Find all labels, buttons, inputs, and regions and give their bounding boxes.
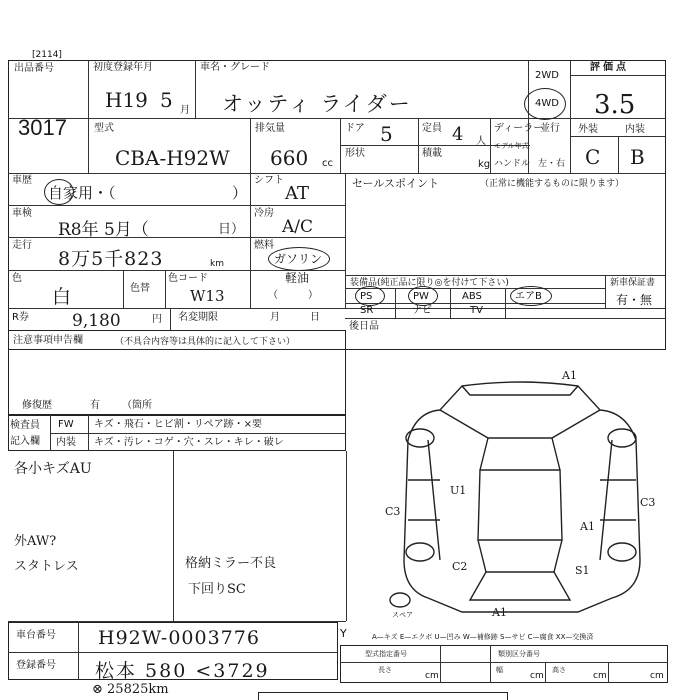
repair-area: （箇所 [122, 400, 152, 411]
cm-2: cm [530, 671, 544, 681]
chassis-label: 車台番号 [16, 630, 56, 641]
interior-legend: キズ・汚レ・コゲ・穴・スレ・キレ・破レ [94, 437, 284, 448]
color-change-label: 色替 [130, 283, 150, 294]
handle-label: ハンドル [494, 159, 531, 169]
bottom-note: ⊗ 25825km [92, 682, 169, 697]
int-grade: B [630, 145, 645, 169]
class-label: 類別区分番号 [498, 650, 540, 658]
door-label: ドア [345, 123, 365, 134]
mileage-value: 8万5千823 [58, 248, 164, 270]
displacement-value: 660 [270, 146, 309, 170]
color-code-value: W13 [190, 287, 225, 305]
width-label: 幅 [496, 666, 503, 674]
kg-unit: kg [478, 159, 491, 170]
load-label: 積載 [422, 148, 442, 159]
shift-label: シフト [254, 175, 284, 186]
mark-u1: U1 [450, 484, 467, 497]
cooler-label: 冷房 [254, 208, 274, 219]
repair-value: 有 [90, 400, 100, 411]
capacity-label: 定員 [422, 123, 442, 134]
drive-2wd: 2WD [535, 70, 559, 81]
displacement-label: 排気量 [255, 123, 285, 134]
first-reg-month: 5 [160, 88, 173, 112]
inspection-value: R8年 5月（ [58, 220, 149, 240]
month-char: 月 [180, 105, 190, 116]
inspector-label: 検査員記入欄 [10, 420, 40, 447]
yen-unit: 円 [152, 314, 162, 325]
chassis-no: H92W-0003776 [98, 627, 260, 649]
dealer-label: ディーラー [494, 123, 544, 134]
person-char: 人 [476, 136, 486, 147]
month-day: 月 日 [270, 312, 320, 323]
exterior-label: 外装 [578, 124, 598, 135]
fuel-gas: ガソリン [274, 252, 323, 266]
interior-label: 内装 [625, 124, 645, 135]
color-code-label: 色コード [168, 273, 208, 284]
warranty-label: 新車保証書 [610, 278, 656, 288]
length-label: 長さ [378, 666, 392, 674]
id-tag: [2114] [32, 50, 62, 60]
equip-pw: PW [413, 291, 429, 302]
repair-label: 修復歴 [22, 400, 52, 411]
mileage-label: 走行 [12, 240, 32, 251]
cc-unit: cc [322, 158, 333, 169]
capacity-value: 4 [452, 124, 464, 145]
remark-3: スタトレス [14, 559, 79, 574]
fuel-label: 燃料 [254, 240, 274, 251]
left-right: 左・右 [538, 159, 566, 169]
name-grade-label: 車名・グレード [200, 62, 270, 73]
back-date-label: 後日品 [349, 321, 379, 332]
history-close: ） [232, 184, 248, 202]
warranty-value: 有・無 [616, 293, 653, 307]
reg-doc-label: 型式指定番号 [365, 650, 407, 658]
color-label: 色 [12, 273, 22, 284]
mark-c2: C2 [452, 560, 468, 573]
remark-1: 各小キズAU [14, 461, 92, 477]
shape-label: 形状 [345, 148, 365, 159]
fw-legend: キズ・飛石・ヒビ割・リペア跡・×要 [94, 419, 262, 430]
mark-rear-a1: A1 [492, 606, 507, 619]
recycle-fee: 9,180 [72, 311, 121, 331]
mark-front-a1: A1 [562, 369, 577, 382]
parallel-label: 並行 [540, 123, 560, 134]
equip-ps: PS [360, 291, 373, 302]
car-name: オッティ ライダー [222, 92, 412, 116]
interior-row-label: 内装 [56, 437, 76, 448]
model-label: 型式 [94, 123, 114, 134]
shift-value: AT [285, 183, 310, 204]
door-value: 5 [380, 122, 393, 146]
km-unit: km [210, 259, 224, 269]
spare-label: スペア [392, 611, 413, 619]
inspection-day: 日） [218, 222, 245, 237]
history-value: 自家用・（ [48, 184, 116, 202]
equip-sr: SR [360, 305, 374, 316]
fw-label: FW [58, 419, 74, 430]
lot-label: 出品番号 [14, 63, 54, 74]
score-value: 3.5 [594, 90, 636, 120]
cooler-value: A/C [282, 217, 314, 237]
recycle-label: R券 [12, 312, 29, 323]
equip-navi: ナビ [412, 305, 432, 316]
score-label: 評価点 [590, 62, 629, 73]
height-label: 高さ [552, 666, 566, 674]
mark-left-c3: C3 [385, 505, 401, 518]
mark-side-a1: A1 [580, 520, 595, 533]
cm-4: cm [650, 671, 664, 681]
fuel-paren: （ ） [268, 290, 318, 301]
remark-2: 外AW? [14, 534, 57, 549]
reg-no-label: 登録番号 [16, 660, 56, 671]
y-mark: Y [340, 627, 347, 640]
diagram-legend: A—キズ E—エクボ U—凹み W—補修跡 S—サビ C—腐食 XX—交換済 [372, 633, 594, 641]
reg-no: 松本 580 <3729 [95, 660, 270, 682]
sales-point-note: （正常に機能するものに限ります） [480, 179, 625, 189]
model-value: CBA-H92W [115, 146, 230, 170]
drive-4wd: 4WD [535, 98, 559, 109]
ext-grade: C [585, 145, 601, 169]
fuel-diesel: 軽油 [285, 271, 310, 285]
name-change-label: 名変期限 [178, 312, 218, 323]
model-year-label: モデル年式 [494, 142, 529, 150]
cm-3: cm [593, 671, 607, 681]
notes-label: 注意事項申告欄 [13, 335, 83, 346]
color-value: 白 [52, 286, 72, 308]
sales-point-label: セールスポイント [352, 177, 440, 190]
mark-s1: S1 [575, 564, 590, 577]
equip-airbag: エアB [515, 291, 542, 302]
remark-5: 下回りSC [188, 582, 246, 597]
cm-1: cm [425, 671, 439, 681]
history-label: 車歴 [12, 175, 32, 186]
equipment-label: 装備品(純正品に限り◎を付けて下さい) [350, 278, 509, 288]
first-reg-label: 初度登録年月 [93, 62, 153, 73]
lot-number: 3017 [18, 115, 67, 140]
remark-4: 格納ミラー不良 [185, 556, 277, 571]
equip-abs: ABS [462, 291, 482, 302]
inspection-label: 車検 [12, 208, 32, 219]
notes-instruction: （不具合内容等は具体的に記入して下さい） [115, 337, 296, 347]
mark-right-c3: C3 [640, 496, 656, 509]
first-reg-era: H19 [105, 88, 148, 112]
equip-tv: TV [470, 305, 483, 316]
